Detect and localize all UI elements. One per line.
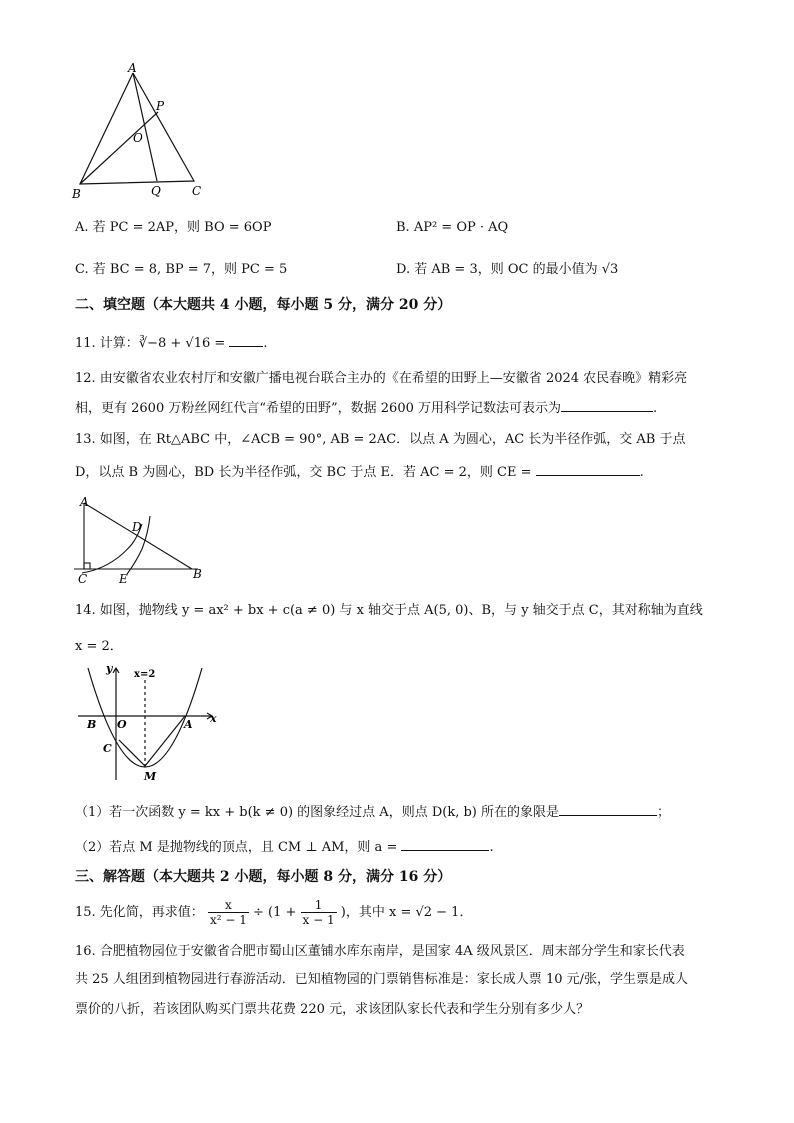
question-14-sub2 [75, 837, 494, 857]
label-C: C [192, 184, 202, 198]
label-D: D [132, 520, 142, 534]
q12-end: . [653, 401, 658, 416]
option-d: D. 若 AB = 3，则 OC 的最小值为 √3 [396, 262, 619, 277]
label-Q: Q [151, 184, 161, 198]
segment-am [145, 716, 185, 766]
q13-answer-blank[interactable] [536, 462, 640, 476]
q14-sub1: （1）若一次函数 y = kx + b(k ≠ 0) 的图象经过点 A，则点 D(k, b) 所在的象限是 [75, 805, 559, 820]
question-12-line2 [75, 398, 657, 418]
q15-prefix: 15. 先化简，再求值： [75, 905, 204, 920]
label-x-equals-2: x=2 [134, 669, 156, 680]
right-angle-mark [84, 563, 90, 569]
label-P: P [156, 99, 165, 113]
q11-end: . [263, 336, 268, 351]
question-15 [75, 898, 472, 928]
figure-triangle-abpq [68, 60, 218, 202]
label-E: E [119, 572, 128, 586]
label-A: A [128, 61, 137, 75]
q12-answer-blank[interactable] [561, 398, 653, 412]
segment-ab [84, 503, 192, 569]
q12-line2: 相，更有 2600 万粉丝网红代言“希望的田野”，数据 2600 万用科学记数法可表示为 [75, 401, 561, 416]
q14-line2: x = 2． [75, 639, 123, 654]
label-A: A [80, 495, 89, 509]
section-2-heading: 二、填空题（本大题共 4 小题，每小题 5 分，满分 20 分） [75, 297, 452, 313]
q13-end: . [639, 465, 644, 480]
q15-suffix: )，其中 x = √2 − 1． [340, 905, 473, 920]
q15-fraction-1 [208, 898, 249, 927]
section-3-heading: 三、解答题（本大题共 2 小题，每小题 8 分，满分 16 分） [75, 869, 452, 885]
q11-answer-blank[interactable] [229, 333, 263, 347]
segment-aq [133, 73, 157, 181]
q16-line1: 16. 合肥植物园位于安徽省合肥市蜀山区董铺水库东南岸，是国家 4A 级风景区．周末部分学生和家长代表 [75, 944, 685, 959]
q15-f1-numerator: x [208, 898, 249, 913]
question-11 [75, 333, 268, 353]
label-B: B [193, 567, 202, 581]
question-13-line2 [75, 462, 644, 482]
q15-f2-denominator: x − 1 [302, 913, 335, 927]
figure-right-triangle-arcs [72, 494, 212, 586]
q14-sub2: （2）若点 M 是抛物线的顶点，且 CM ⊥ AM，则 a = [75, 840, 402, 855]
label-y: y [106, 662, 113, 675]
label-B: B [72, 187, 81, 201]
label-M: M [144, 770, 157, 783]
q12-line1: 12. 由安徽省农业农村厅和安徽广播电视台联合主办的《在希望的田野上—安徽省 2024 农民春晚》精彩亮 [75, 371, 688, 386]
label-B: B [87, 718, 97, 731]
label-A: A [184, 718, 193, 731]
q14-sub1-end: ； [657, 805, 671, 820]
segment-bp [80, 112, 158, 184]
q13-line1: 13. 如图，在 Rt△ABC 中，∠ACB = 90°, AB = 2AC．以点 A 为圆心，AC 长为半径作弧，交 AB 于点 [75, 432, 686, 447]
option-a: A. 若 PC = 2AP，则 BO = 6OP [75, 220, 272, 235]
q16-line3: 票价的八折，若该团队购买门票共花费 220 元，求该团队家长代表和学生分别有多少人？ [75, 1002, 590, 1017]
question-14-sub1 [75, 802, 670, 822]
option-b: B. AP² = OP · AQ [396, 220, 509, 235]
q15-fraction-2 [301, 898, 337, 927]
label-x: x [210, 712, 217, 725]
q13-line2: D，以点 B 为圆心，BD 长为半径作弧，交 BC 于点 E．若 AC = 2，则 CE = [75, 465, 536, 480]
q15-mid: ÷ (1 + [253, 905, 297, 920]
label-O: O [133, 131, 143, 145]
q15-f1-denominator: x² − 1 [209, 913, 247, 927]
figure-parabola [74, 660, 224, 786]
q14-sub1-answer-blank[interactable] [559, 802, 657, 816]
q15-f2-numerator: 1 [301, 898, 337, 913]
option-c: C. 若 BC = 8, BP = 7，则 PC = 5 [75, 262, 288, 277]
label-O: O [117, 718, 127, 731]
q11-text: 11. 计算：∛−8 + √16 = [75, 336, 230, 351]
q14-sub2-end: . [489, 840, 494, 855]
label-C: C [78, 572, 88, 586]
q14-sub2-answer-blank[interactable] [401, 837, 489, 851]
q16-line2: 共 25 人组团到植物园进行春游活动．已知植物园的门票销售标准是：家长成人票 10 元/张，学生票是成人 [75, 972, 688, 987]
label-C: C [103, 742, 112, 755]
q14-line1: 14. 如图，抛物线 y = ax² + bx + c(a ≠ 0) 与 x 轴交于点 A(5, 0)、B，与 y 轴交于点 C，其对称轴为直线 [75, 603, 703, 618]
